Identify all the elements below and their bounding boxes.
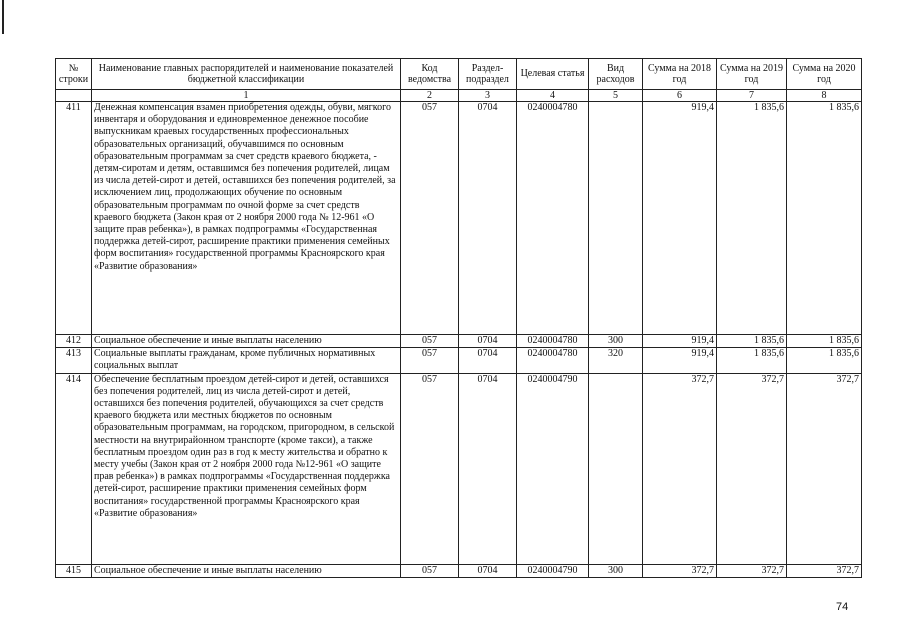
row-sum-2019: 1 835,6 xyxy=(717,102,787,335)
row-sum-2018: 919,4 xyxy=(643,335,717,348)
row-target-article: 0240004780 xyxy=(517,102,589,335)
row-number: 413 xyxy=(56,348,92,373)
row-sum-2020: 1 835,6 xyxy=(787,102,862,335)
header-section: Раздел-подраздел xyxy=(459,59,517,90)
row-number: 412 xyxy=(56,335,92,348)
row-sum-2020: 372,7 xyxy=(787,373,862,564)
row-dept-code: 057 xyxy=(401,564,459,577)
row-expense-kind: 300 xyxy=(589,564,643,577)
column-number: 2 xyxy=(401,90,459,102)
row-sum-2018: 372,7 xyxy=(643,564,717,577)
column-number: 1 xyxy=(92,90,401,102)
row-dept-code: 057 xyxy=(401,348,459,373)
row-expense-kind: 300 xyxy=(589,335,643,348)
table-row xyxy=(56,564,862,577)
header-sum-2019: Сумма на 2019 год xyxy=(717,59,787,90)
row-expense-kind: 320 xyxy=(589,348,643,373)
row-name: Социальные выплаты гражданам, кроме публичных нормативных социальных выплат xyxy=(92,348,401,373)
header-dept-code: Код ведомства xyxy=(401,59,459,90)
row-dept-code: 057 xyxy=(401,102,459,335)
row-sum-2019: 1 835,6 xyxy=(717,335,787,348)
row-number: 415 xyxy=(56,564,92,577)
table-row xyxy=(56,102,862,335)
row-sum-2019: 372,7 xyxy=(717,373,787,564)
header-name: Наименование главных распорядителей и наименование показателей бюджетной классификации xyxy=(92,59,401,90)
row-section: 0704 xyxy=(459,335,517,348)
row-expense-kind xyxy=(589,373,643,564)
page-edge-mark xyxy=(2,0,4,34)
table-row xyxy=(56,373,862,564)
row-number: 411 xyxy=(56,102,92,335)
header-row xyxy=(56,59,862,90)
row-expense-kind xyxy=(589,102,643,335)
column-number: 5 xyxy=(589,90,643,102)
table-row xyxy=(56,348,862,373)
row-target-article: 0240004790 xyxy=(517,564,589,577)
row-name: Обеспечение бесплатным проездом детей-сирот и детей, оставшихся без попечения родителей, лиц из числа детей-сирот и детей, оставшихся без попечения родителей, обучающихся за счет средств краевого бюджета или местных бюджетов по основным образовательным программам, на городском, пригородном, в сельской местности на внутрирайонном транспорте (кроме такси), а также бесплатным проездом один раз в год к месту жительства и обратно к месту учебы (Закон края от 2 ноября 2000 года №12-961 «О защите прав ребенка») в рамках подпрограммы «Государственная поддержка детей-сирот, расширение практики применения семейных форм воспитания» государственной программы Красноярского края «Развитие образования» xyxy=(92,373,401,564)
row-sum-2020: 1 835,6 xyxy=(787,335,862,348)
row-sum-2018: 919,4 xyxy=(643,348,717,373)
row-sum-2019: 1 835,6 xyxy=(717,348,787,373)
header-expense-kind: Вид расходов xyxy=(589,59,643,90)
budget-table xyxy=(55,58,862,578)
column-number: 3 xyxy=(459,90,517,102)
row-name: Социальное обеспечение и иные выплаты населению xyxy=(92,564,401,577)
row-sum-2018: 372,7 xyxy=(643,373,717,564)
header-row-number: № строки xyxy=(56,59,92,90)
row-section: 0704 xyxy=(459,373,517,564)
row-sum-2020: 372,7 xyxy=(787,564,862,577)
row-sum-2018: 919,4 xyxy=(643,102,717,335)
row-target-article: 0240004780 xyxy=(517,348,589,373)
column-number: 7 xyxy=(717,90,787,102)
row-section: 0704 xyxy=(459,348,517,373)
page-number: 74 xyxy=(836,601,849,613)
row-dept-code: 057 xyxy=(401,373,459,564)
row-section: 0704 xyxy=(459,564,517,577)
row-name: Социальное обеспечение и иные выплаты населению xyxy=(92,335,401,348)
row-target-article: 0240004780 xyxy=(517,335,589,348)
row-name: Денежная компенсация взамен приобретения одежды, обуви, мягкого инвентаря и оборудования и единовременное денежное пособие выпускникам краевых государственных профессиональных образовательных организаций, обучавшимся по основным образовательным программам за счет средств краевого бюджета, - детям-сиротам и детям, оставшимся без попечения родителей, лицам из числа детей-сирот и детей, оставшихся без попечения родителей, за исключением лиц, продолжающих обучение по основным образовательным программам по очной форме за счет средств краевого бюджета (Закон края от 2 ноября 2000 года № 12-961 «О защите прав ребенка»), в рамках подпрограммы «Государственная поддержка детей-сирот, расширение практики применения семейных форм воспитания» государственной программы Красноярского края «Развитие образования» xyxy=(92,102,401,335)
row-section: 0704 xyxy=(459,102,517,335)
row-sum-2020: 1 835,6 xyxy=(787,348,862,373)
table-row xyxy=(56,335,862,348)
header-sum-2018: Сумма на 2018 год xyxy=(643,59,717,90)
column-number: 4 xyxy=(517,90,589,102)
row-dept-code: 057 xyxy=(401,335,459,348)
column-numbers-row xyxy=(56,90,862,102)
header-target-article: Целевая статья xyxy=(517,59,589,90)
header-sum-2020: Сумма на 2020 год xyxy=(787,59,862,90)
row-number: 414 xyxy=(56,373,92,564)
row-sum-2019: 372,7 xyxy=(717,564,787,577)
column-number: 6 xyxy=(643,90,717,102)
row-target-article: 0240004790 xyxy=(517,373,589,564)
column-number: 8 xyxy=(787,90,862,102)
column-number xyxy=(56,90,92,102)
